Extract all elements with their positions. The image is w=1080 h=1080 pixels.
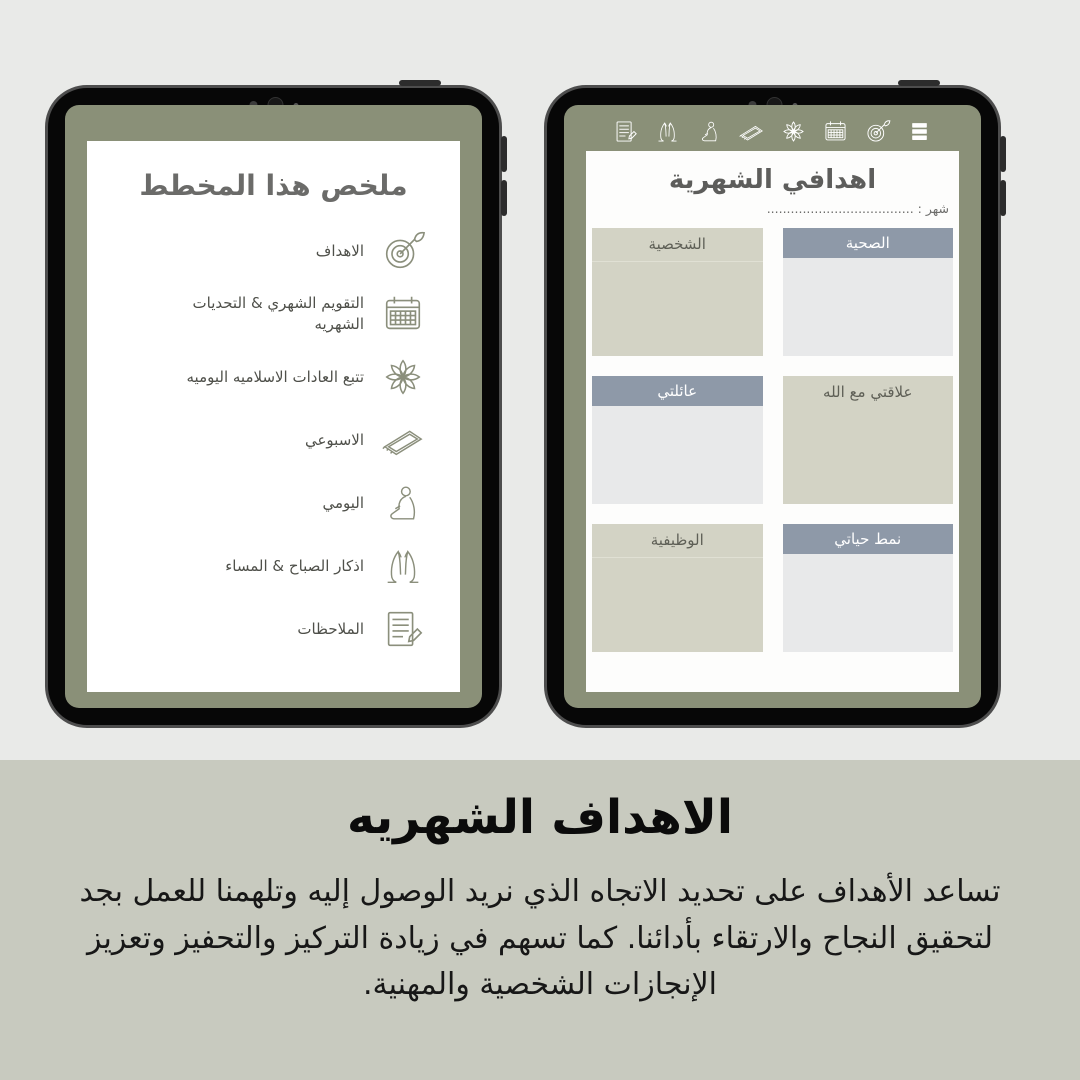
- goal-box-writing-area[interactable]: [783, 554, 954, 652]
- target-icon: [380, 228, 426, 274]
- goal-box-career[interactable]: [592, 524, 763, 652]
- caption-band: [0, 760, 1080, 1080]
- month-field[interactable]: شهر : .....................................: [766, 201, 949, 216]
- list-item-label: الاسبوعي: [304, 430, 364, 449]
- target-icon[interactable]: [864, 118, 891, 145]
- list-item-label: اليومي: [322, 493, 364, 512]
- goal-box-writing-area[interactable]: [592, 406, 763, 504]
- goals-grid: [592, 228, 953, 652]
- prayer-mat-icon: [380, 417, 426, 463]
- goal-box-relationship-with-allah[interactable]: [783, 376, 954, 504]
- volume-up-button: [501, 136, 507, 172]
- calendar-icon[interactable]: [822, 118, 849, 145]
- tablet-mockup-right: [544, 85, 1001, 728]
- goal-box-title: نمط حياتي: [783, 524, 954, 554]
- tablet-screen-left: [65, 105, 482, 708]
- page-title: اهدافي الشهرية: [668, 165, 877, 195]
- praying-hands-icon[interactable]: [654, 118, 681, 145]
- tablet-mockup-left: [45, 85, 502, 728]
- goal-box-writing-area[interactable]: [783, 409, 954, 504]
- volume-down-button: [501, 180, 507, 216]
- notes-icon: [380, 606, 426, 652]
- list-item-habit-tracker[interactable]: [103, 354, 426, 400]
- monthly-goals-page: [586, 151, 959, 692]
- praying-hands-icon: [380, 543, 426, 589]
- goal-box-title: علاقتي مع الله: [823, 383, 913, 401]
- power-button: [399, 80, 441, 86]
- list-item-adhkar[interactable]: [103, 543, 426, 589]
- goal-box-writing-area[interactable]: [592, 262, 763, 356]
- goal-box-title: الصحية: [783, 228, 954, 258]
- tablet-screen-right: [564, 105, 981, 708]
- planner-tab-bar: [564, 115, 981, 147]
- page-title: ملخص هذا المخطط: [139, 169, 408, 202]
- list-item-label: تتبع العادات الاسلاميه اليوميه: [186, 367, 364, 386]
- list-item-monthly-calendar[interactable]: [103, 291, 426, 337]
- goal-box-title: عائلتي: [592, 376, 763, 406]
- goal-box-writing-area[interactable]: [783, 258, 954, 356]
- flower-icon[interactable]: [780, 118, 807, 145]
- volume-up-button: [1000, 136, 1006, 172]
- list-item-goals[interactable]: [103, 228, 426, 274]
- prayer-mat-icon[interactable]: [738, 118, 765, 145]
- list-item-daily[interactable]: [103, 480, 426, 526]
- list-item-label: الاهداف: [315, 241, 364, 260]
- list-item-label: اذكار الصباح & المساء: [225, 556, 364, 575]
- list-item-weekly[interactable]: [103, 417, 426, 463]
- praying-person-icon[interactable]: [696, 118, 723, 145]
- list-item-label: التقويم الشهري & التحديات الشهريه: [192, 294, 364, 333]
- summary-list: [87, 228, 460, 652]
- menu-icon[interactable]: [906, 118, 933, 145]
- goal-box-writing-area[interactable]: [592, 558, 763, 652]
- flower-icon: [380, 354, 426, 400]
- goal-box-title: الوظيفية: [592, 524, 763, 558]
- power-button: [898, 80, 940, 86]
- praying-person-icon: [380, 480, 426, 526]
- list-item-label: الملاحظات: [297, 619, 364, 638]
- goal-box-title: الشخصية: [592, 228, 763, 262]
- notes-icon[interactable]: [612, 118, 639, 145]
- goal-box-lifestyle[interactable]: [783, 524, 954, 652]
- goal-box-personal[interactable]: [592, 228, 763, 356]
- planner-summary-page: [87, 141, 460, 692]
- caption-paragraph: تساعد الأهداف على تحديد الاتجاه الذي نريد الوصول إليه وتلهمنا للعمل بجد لتحقيق النجاح والارتقاء بأدائنا. كما تسهم في زيادة التركيز والتحفيز وتعزيز الإنجازات الشخصية والمهنية.: [79, 874, 1001, 1002]
- caption-heading: الاهداف الشهريه: [347, 790, 733, 845]
- calendar-icon: [380, 291, 426, 337]
- goal-box-family[interactable]: [592, 376, 763, 504]
- list-item-notes[interactable]: [103, 606, 426, 652]
- goal-box-health[interactable]: [783, 228, 954, 356]
- volume-down-button: [1000, 180, 1006, 216]
